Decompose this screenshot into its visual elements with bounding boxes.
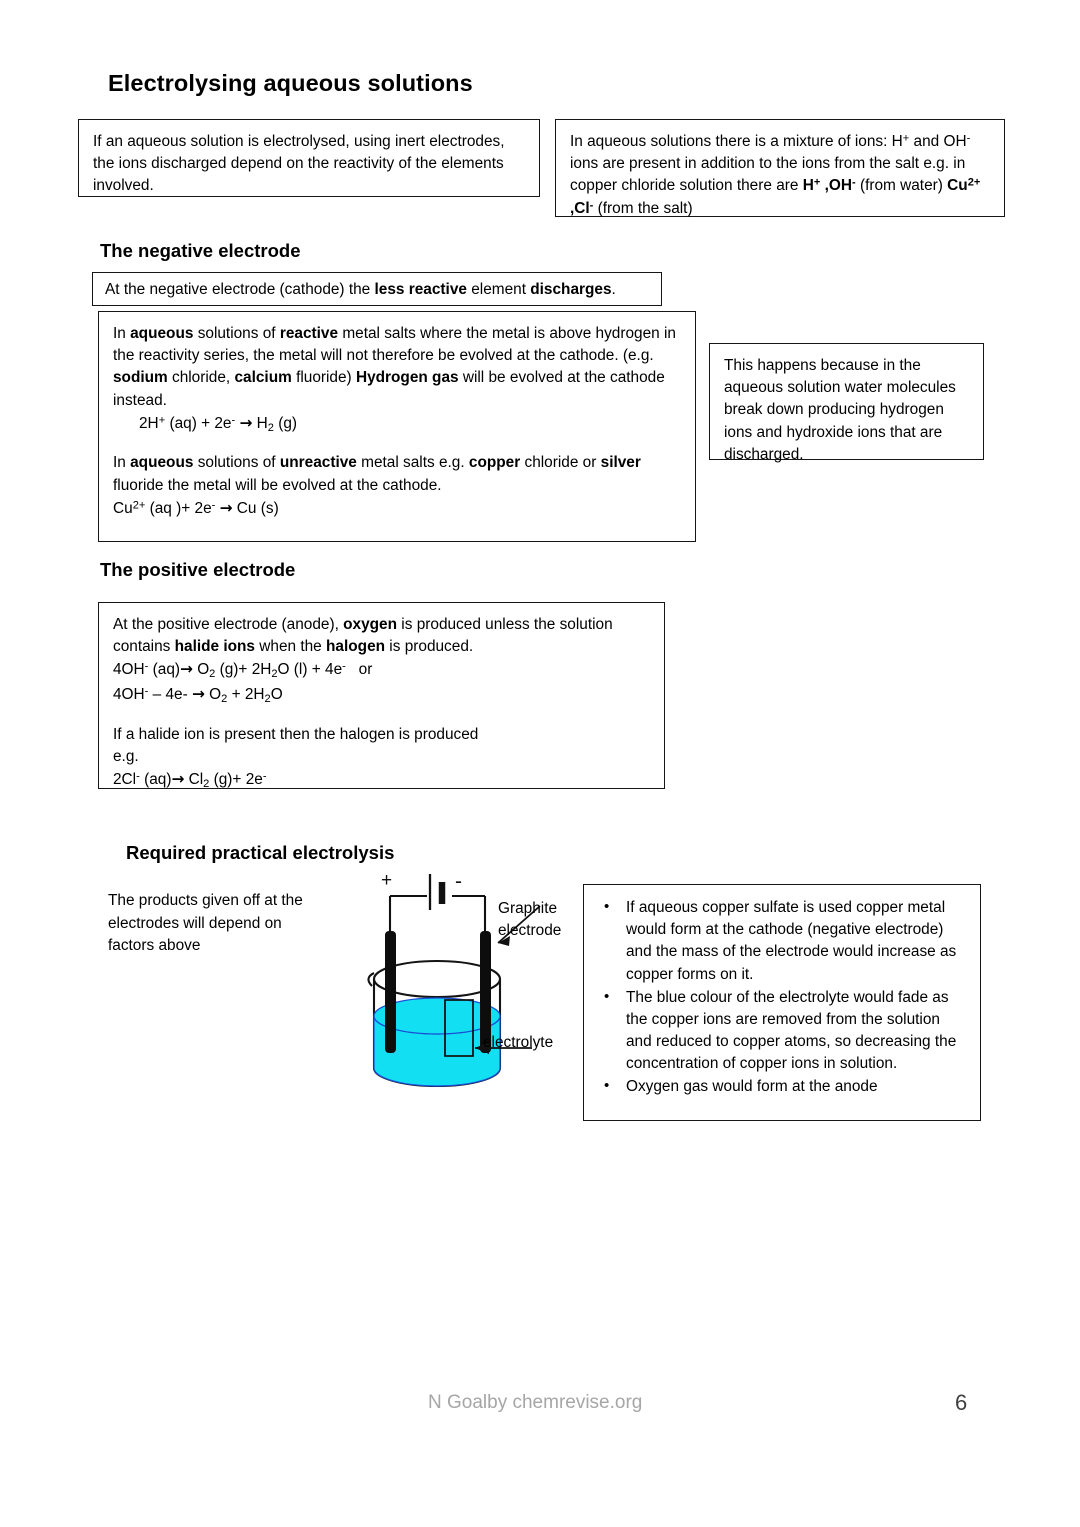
- list-item: • The blue colour of the electrolyte would fade as the copper ions are removed from the solution and reduced to copper atoms, so decreasing the concentration of copper ions in solution.: [610, 987, 968, 1076]
- neg-p2-b3: copper: [468, 454, 521, 472]
- battery-icon: [430, 874, 442, 910]
- pos-p1-s0: At the positive electrode (anode),: [113, 616, 344, 633]
- pos-p1-b3: halogen: [326, 638, 386, 656]
- neg-equation-1: 2H+ $(aq) + 2e^- \to H_2$ (g): [139, 413, 298, 434]
- neg-p1-b2: reactive: [279, 325, 339, 342]
- intro-right-bold1: H: [802, 177, 814, 195]
- pos-para-2-line1: If a halide ion is present then the halogen is produced: [113, 725, 479, 743]
- neg-sum-pre: At the negative electrode (cathode) the: [105, 281, 375, 298]
- negative-electrode-detail-text: [99, 312, 695, 530]
- pos-p1-t3: is produced.: [385, 638, 474, 656]
- neg-p2-t2: metal salts e.g.: [356, 454, 469, 472]
- spacer: [113, 708, 650, 724]
- list-item: • Oxygen gas would form at the anode: [610, 1076, 968, 1098]
- neg-p1-s0: In: [113, 325, 131, 342]
- neg-sum-mid: element: [466, 281, 531, 298]
- neg-p1-b1: aqueous: [130, 325, 194, 342]
- neg-sum-bold2: discharges: [530, 281, 612, 298]
- cathode-side-note-text: This happens because in the aqueous solution water molecules break down producing hydrogen ions and hydroxide ions that are discharged.: [724, 357, 956, 463]
- page-title: Electrolysing aqueous solutions: [108, 70, 473, 96]
- neg-p2-s0: In: [113, 454, 131, 472]
- graphite-electrode-label-line1: Graphite: [498, 900, 558, 917]
- intro-right-bold1-cont: ,OH: [820, 177, 852, 195]
- neg-p2-t3: chloride or: [520, 454, 601, 472]
- graphite-electrode-label: [498, 898, 593, 941]
- neg-p1-b3: sodium: [113, 369, 168, 387]
- intro-right-box: [555, 119, 1005, 217]
- intro-right-text: [556, 120, 1004, 230]
- heading-negative-electrode: The negative electrode: [100, 240, 301, 261]
- graphite-electrode-label-line2: electrode: [498, 921, 562, 939]
- intro-right-bold1-sup2: -: [851, 176, 856, 189]
- neg-sum-post: .: [611, 281, 616, 298]
- neg-p2-t4: fluoride the metal will be evolved at the cathode.: [113, 476, 442, 494]
- pos-p1-t1: is produced unless the solution contains: [113, 616, 613, 656]
- heading-required-practical: Required practical electrolysis: [126, 842, 395, 863]
- spacer: [113, 436, 681, 452]
- pos-p1-b1: oxygen: [343, 616, 398, 633]
- intro-left-box: [78, 119, 540, 197]
- intro-right-bold2: Cu: [947, 177, 968, 195]
- intro-right-bold2-sup2: -: [589, 198, 594, 211]
- neg-para-1: [113, 323, 681, 412]
- list-item: • If aqueous copper sulfate is used copper metal would form at the cathode (negative electrode) and the mass of the electrode would increase as copper forms on it.: [610, 897, 968, 986]
- neg-p1-t2: metal salts where the metal is above hydrogen in the reactivity series, the metal will not therefore be evolved at the cathode. (e.g.: [113, 325, 676, 365]
- pos-equation-2: $4OH^- - 4e- \to O_2 + 2H_2O$: [113, 685, 283, 705]
- pos-para-1: [113, 614, 650, 658]
- intro-right-sup1: +: [902, 132, 910, 145]
- neg-p1-t3: chloride,: [167, 369, 235, 387]
- negative-electrode-summary-box: [92, 272, 662, 306]
- intro-left-text: If an aqueous solution is electrolysed, using inert electrodes, the ions discharged depend on the reactivity of the elements involved.: [93, 133, 505, 195]
- heading-positive-electrode: The positive electrode: [100, 559, 296, 580]
- intro-right-after2: (from the salt): [593, 199, 693, 217]
- battery-negative-label: -: [455, 870, 462, 893]
- graphite-electrode-left: [385, 931, 396, 1053]
- pos-para-2-line2: e.g.: [113, 747, 139, 765]
- neg-p2-b1: aqueous: [130, 454, 194, 472]
- neg-p1-t4: fluoride): [291, 369, 356, 387]
- intro-right-bold1-sup: +: [813, 176, 821, 189]
- pos-equation-1: 4OH- $(aq)\to O_2$ $(g)+ 2H_2O$ (l) + 4e- or: [113, 660, 373, 681]
- practical-left-text: The products given off at the electrodes will depend on factors above: [108, 892, 303, 955]
- negative-electrode-summary-text: [93, 273, 661, 307]
- neg-p1-t5: will be evolved at the cathode instead.: [113, 369, 665, 409]
- practical-bullets-inner: [584, 885, 980, 1110]
- pos-equation-3: 2Cl- $(aq)\to Cl_2$ (g)+ 2e-: [113, 770, 267, 790]
- intro-right-bold2-cont: ,Cl: [570, 199, 590, 217]
- neg-para-2: [113, 452, 681, 496]
- neg-equation-2: $Cu^{2+}$ (aq )+ 2e- → Cu (s): [113, 498, 279, 517]
- intro-right-sup2: -: [966, 132, 971, 145]
- intro-right-seg3: ions are present in addition to the ions from the salt e.g. in copper chloride solution there are: [570, 155, 966, 195]
- neg-p2-t1: solutions of: [193, 454, 280, 472]
- cathode-side-note-box: [709, 343, 984, 463]
- neg-sum-bold1: less reactive: [374, 281, 467, 298]
- negative-electrode-detail-box: [98, 311, 696, 542]
- pos-p1-t2: when the: [255, 638, 327, 656]
- positive-electrode-text: [99, 603, 664, 803]
- intro-right-seg2: and OH: [909, 133, 967, 150]
- intro-right-bold2-sup: 2+: [967, 176, 981, 189]
- positive-electrode-box: [98, 602, 665, 789]
- page-number: 6: [955, 1390, 968, 1415]
- neg-p2-b4: silver: [600, 454, 641, 472]
- practical-bullet-list: [588, 897, 968, 1099]
- neg-p2-b2: unreactive: [279, 454, 357, 472]
- electrolyte-label: electrolyte: [483, 1034, 554, 1051]
- footer-credit: N Goalby chemrevise.org: [428, 1392, 643, 1413]
- neg-p1-t1: solutions of: [193, 325, 280, 342]
- intro-right-seg1: In aqueous solutions there is a mixture of ions: H: [570, 133, 903, 150]
- neg-p1-b5: Hydrogen gas: [355, 369, 459, 387]
- practical-bullets-box: [583, 884, 981, 1121]
- battery-positive-label: +: [381, 870, 393, 891]
- neg-p1-b4: calcium: [234, 369, 292, 387]
- intro-right-after1: (from water): [855, 177, 948, 195]
- pos-p1-b2: halide ions: [174, 638, 255, 656]
